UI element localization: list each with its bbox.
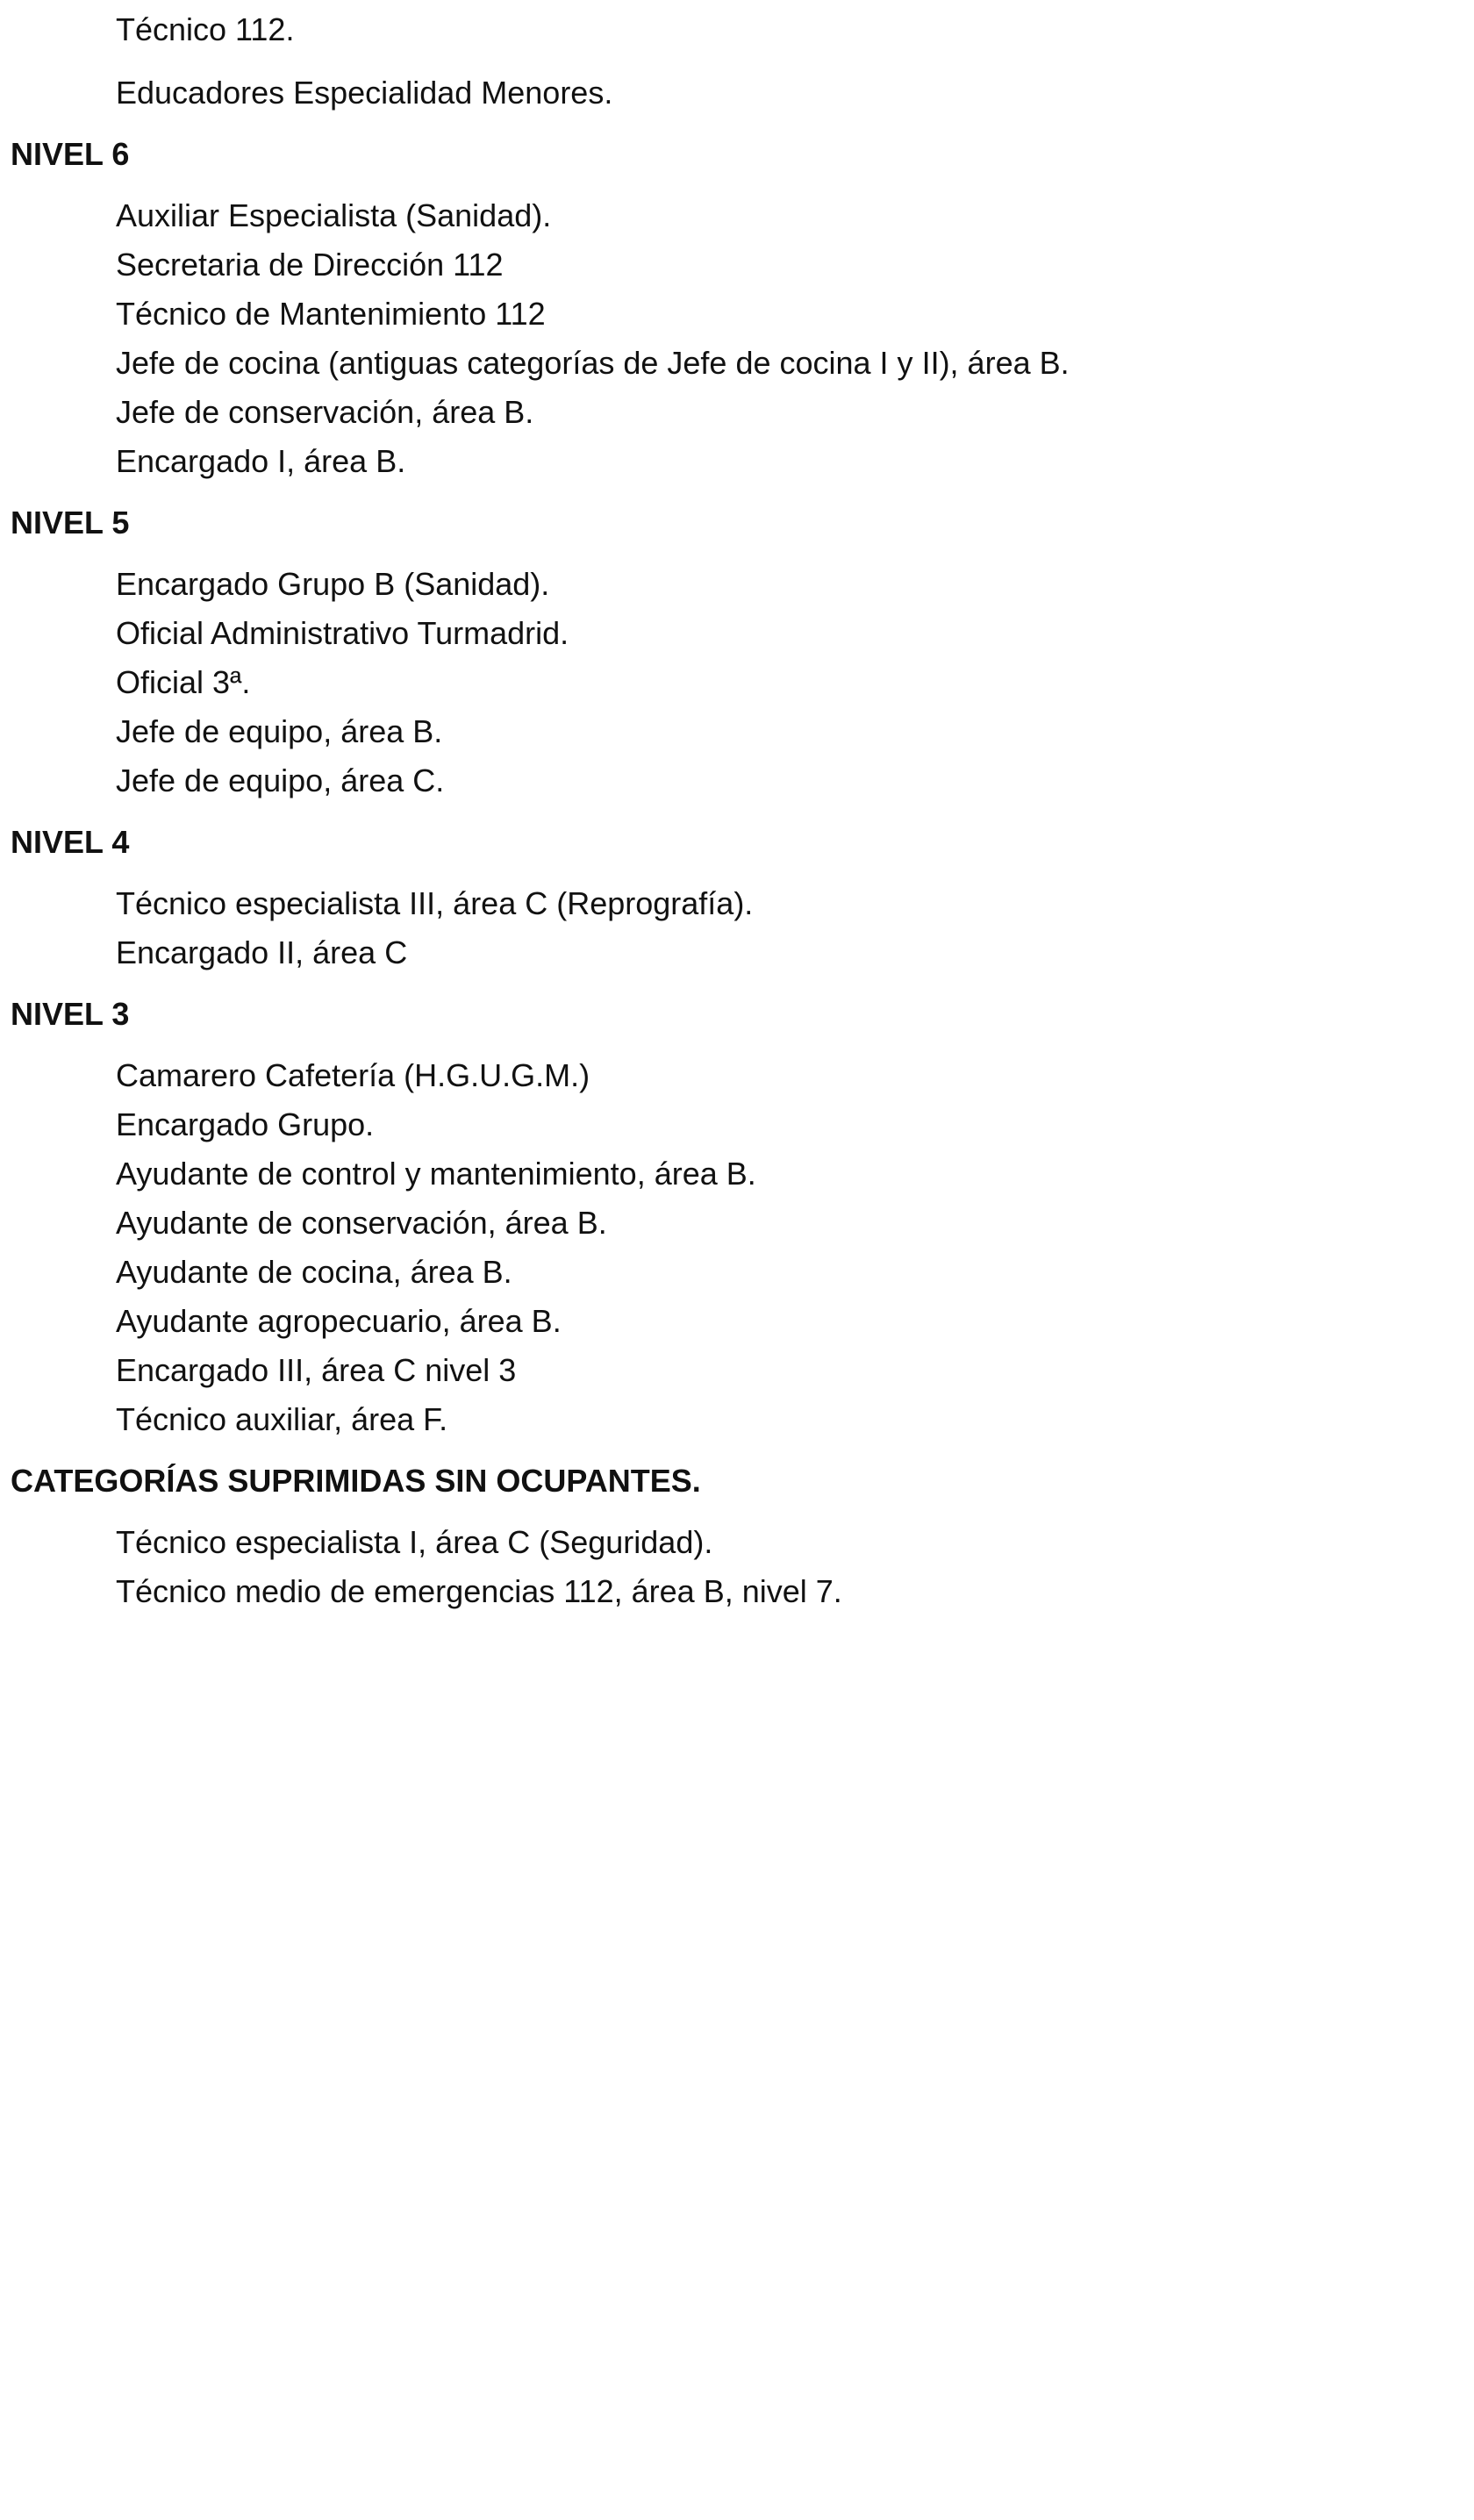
list-item: Camarero Cafetería (H.G.U.G.M.) (116, 1057, 590, 1093)
list-item: Secretaria de Dirección 112 (116, 247, 504, 283)
list-item: Jefe de equipo, área C. (116, 762, 445, 798)
list-item: Ayudante agropecuario, área B. (116, 1303, 562, 1339)
section-heading-categorias-suprimidas: CATEGORÍAS SUPRIMIDAS SIN OCUPANTES. (11, 1463, 701, 1499)
section-heading-nivel-4: NIVEL 4 (11, 824, 130, 860)
list-item: Jefe de conservación, área B. (116, 394, 534, 430)
section-heading-nivel-6: NIVEL 6 (11, 136, 130, 172)
list-item: Jefe de equipo, área B. (116, 713, 443, 749)
list-item: Educadores Especialidad Menores. (116, 75, 613, 111)
list-item: Técnico especialista III, área C (Reprografía). (116, 885, 754, 921)
list-item: Ayudante de conservación, área B. (116, 1205, 607, 1241)
list-item: Jefe de cocina (antiguas categorías de Jefe de cocina I y II), área B. (116, 345, 1070, 381)
list-item: Técnico 112. (116, 11, 295, 47)
section-heading-nivel-5: NIVEL 5 (11, 505, 130, 541)
list-item: Encargado Grupo. (116, 1106, 375, 1142)
list-item: Encargado Grupo B (Sanidad). (116, 566, 550, 602)
list-item: Encargado II, área C (116, 934, 408, 970)
list-item: Ayudante de control y mantenimiento, área B. (116, 1156, 756, 1192)
list-item: Auxiliar Especialista (Sanidad). (116, 197, 552, 233)
list-item: Técnico medio de emergencias 112, área B, nivel 7. (116, 1573, 842, 1609)
list-item: Encargado I, área B. (116, 443, 406, 479)
list-item: Encargado III, área C nivel 3 (116, 1352, 517, 1388)
list-item: Técnico especialista I, área C (Seguridad). (116, 1524, 713, 1560)
section-heading-nivel-3: NIVEL 3 (11, 996, 130, 1032)
list-item: Oficial 3ª. (116, 664, 251, 700)
list-item: Técnico de Mantenimiento 112 (116, 296, 546, 332)
list-item: Ayudante de cocina, área B. (116, 1254, 512, 1290)
list-item: Oficial Administrativo Turmadrid. (116, 615, 569, 651)
list-item: Técnico auxiliar, área F. (116, 1401, 448, 1437)
